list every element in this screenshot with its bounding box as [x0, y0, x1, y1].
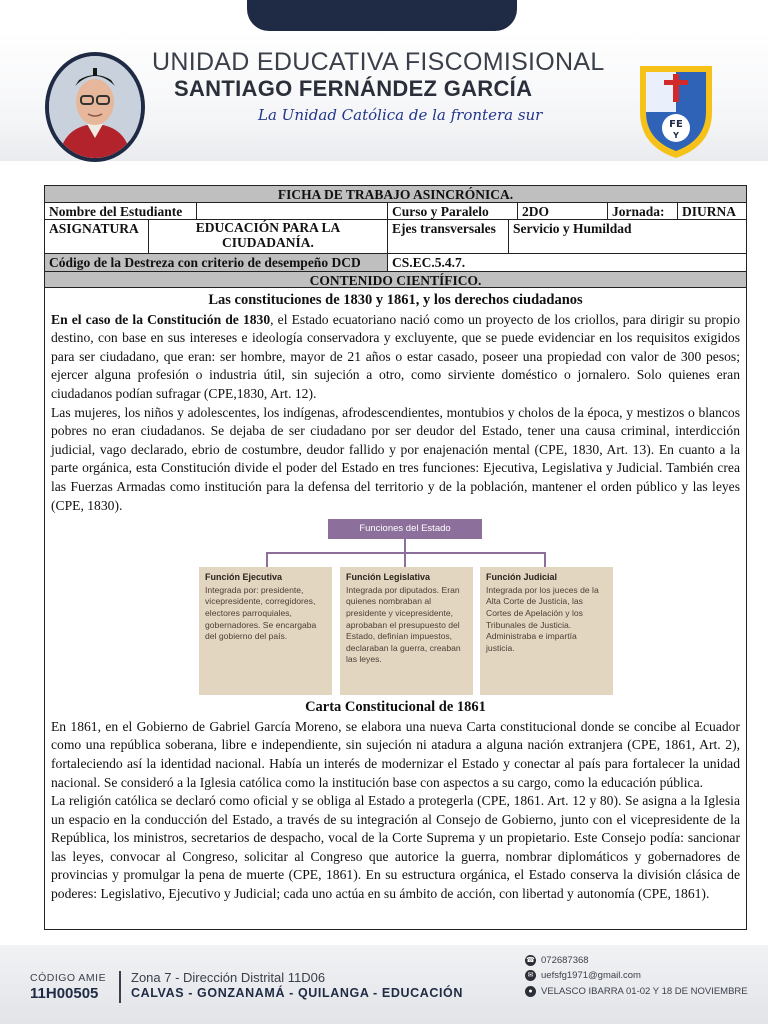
paragraph-citizenship: Las mujeres, los niños y adolescentes, los indígenas, afrodescendientes, montubios y cholos de la época, y mestizos o blancos pobres no eran ciudadanos. Se dejaba de ser ciudadano por ser deudor del Estado, tener una causa criminal, interdicción judicial, vago declarado, ebrio de costumbre, deudor fallido y por enajenación mental (CPE, 1830, Art. 13). En cuanto a la parte orgánica, esta Constitución divide el poder del Estado en tres funciones: Ejecutiva, Legislativa y Judicial. También crea las Fuerzas Armadas como institución para la defensa del territorio y de la población, mantener el orden público y las leyes (CPE, 1830). [51, 404, 740, 513]
course-value: 2DO [518, 203, 608, 219]
box-judicial [480, 567, 613, 695]
contact-email-text[interactable]: uefsfg1971@gmail.com [541, 970, 641, 982]
diagram-title: Funciones del Estado [328, 519, 482, 539]
diagram-connector-mid [404, 552, 406, 567]
shift-value: DIURNA [682, 204, 736, 219]
district-zone: Zona 7 - Dirección Distrital 11D06 [131, 970, 326, 985]
content-header-row [45, 272, 746, 288]
school-shield-logo [636, 60, 716, 160]
worksheet [44, 185, 747, 930]
paragraph-1830-text: , el Estado ecuatoriano nació como un proyecto de los criollos, para dirigir su propio destino, con base en sus intereses e ideología conservadora y excluyente, que se puede evidenciar en los requisitos exigidos para ser ciudadano, que eran: ser hombre, mayor de 21 años o estar casado, poseer una propiedad con valor de 300 pesos; ejercer alguna profesión o industria útil, sin sujeción a otro, como sirviente doméstico o jornalero. Solo quienes eran ciudadanos podían sufragar (CPE,1830, Art. 12). [51, 311, 740, 401]
worksheet-title: FICHA DE TRABAJO ASINCRÓNICA. [277, 187, 514, 202]
section-title-1861: Carta Constitucional de 1861 [305, 699, 486, 716]
paragraph-1830 [51, 311, 740, 404]
student-name-field[interactable] [197, 203, 388, 219]
diagram-connector-right [544, 552, 546, 567]
amie-code-label: CÓDIGO AMIE [30, 972, 107, 984]
content-header: CONTENIDO CIENTÍFICO. [309, 273, 482, 287]
box-executive-text: Integrada por: presidente, vicepresidente, corregidores, electores parroquiales, gobernadores. Se encargaba del gobierno del país. [205, 584, 317, 642]
scientific-content [45, 288, 746, 928]
paragraph-religion: La religión católica se declaró como oficial y se obliga al Estado a protegerla (CPE, 1861. Art. 12 y 80). Se asigna a la Iglesia un espacio en la conducción del Estado, a través de su integración al Consejo de Gobierno, junto con el vicepresidente de la República, los ministros, secretarios de despacho, vocal de la Corte Suprema y un propietario. Este Consejo podía: sancionar las leyes, convocar al Congreso, solicitar al Congreso que autorice la guerra, nombrar diplomáticos y gobernadores de provincias y promulgar la pena de muerte (CPE, 1861). En su estructura orgánica, el Estado conserva la división clásica de poderes: Legislativo, Ejecutivo y Judicial; cada uno actúa en su ámbito de acción, con libertad y autonomía (CPE, 1861). [51, 793, 740, 902]
shield-fe-text: FE [669, 119, 683, 130]
footer-band [0, 945, 768, 1024]
shift-label: Jornada: [608, 203, 678, 219]
state-functions-diagram [51, 515, 740, 695]
paragraph-1861: En 1861, en el Gobierno de Gabriel García Moreno, se elabora una nueva Carta constitucional donde se concibe al Ecuador como una república soberana, libre e independiente, sin sujeción ni atadura a alguna nación extranjera (CPE, 1861, Art. 2), fortaleciendo así la identidad nacional. Había un interés de modernizar el Estado y conectar al país para fortalecer la unidad nacional. Se consideró a la Iglesia católica como la institución base con aspectos a su cargo, como la educación pública. [51, 718, 740, 790]
subject-value: EDUCACIÓN PARA LA CIUDADANÍA. [149, 220, 388, 253]
skill-label: Código de la Destreza con criterio de desempeño DCD [45, 254, 388, 271]
box-judicial-text: Integrada por los jueces de la Alta Corte de Justicia, las Cortes de Apelación y los Tribunales de Justicia. Administraba e impartía justicia. [486, 584, 599, 653]
box-executive [199, 567, 332, 695]
contact-address [525, 986, 748, 997]
diagram-connector-stem [404, 539, 406, 553]
skill-value: CS.EC.5.4.7. [392, 255, 466, 270]
school-name-line2: SANTIAGO FERNÁNDEZ GARCÍA [174, 76, 533, 101]
amie-code: 11H00505 [30, 985, 99, 1002]
skill-row [45, 254, 746, 272]
shield-y-text: Y [673, 131, 679, 140]
location-icon: ● [525, 986, 536, 997]
district-cities: CALVAS - GONZANAMÁ - QUILANGA - EDUCACIÓN [131, 986, 463, 1000]
box-judicial-title: Función Judicial [486, 572, 558, 583]
contact-phone [525, 955, 589, 966]
axes-label: Ejes transversales [388, 220, 509, 253]
email-icon: ✉ [525, 970, 536, 981]
contact-phone-text: 072687368 [541, 955, 589, 967]
worksheet-title-row [45, 186, 746, 203]
phone-icon: ☎ [526, 957, 535, 964]
section-title-1830-1861: Las constituciones de 1830 y 1861, y los derechos ciudadanos [208, 292, 583, 308]
subject-label: ASIGNATURA [45, 220, 149, 253]
box-legislative-text: Integrada por diputados. Eran quienes nombraban al presidente y vicepresidente, aprobaban el presupuesto del Estado, definían impuestos, declaraban la guerra, creaban las leyes. [346, 584, 461, 665]
paragraph-1830-lead: En el caso de la Constitución de 1830 [51, 311, 271, 327]
student-row [45, 203, 746, 220]
box-executive-title: Función Ejecutiva [205, 572, 283, 583]
diagram-connector-bar [266, 552, 546, 554]
founder-portrait [45, 52, 145, 162]
header-top-tab [247, 0, 517, 31]
diagram-connector-left [266, 552, 268, 567]
axes-value: Servicio y Humildad [513, 221, 632, 236]
box-legislative-title: Función Legislativa [346, 572, 431, 583]
school-motto: La Unidad Católica de la frontera sur [258, 106, 543, 124]
course-label: Curso y Paralelo [388, 203, 518, 219]
contact-address-text: VELASCO IBARRA 01-02 Y 18 DE NOVIEMBRE [541, 986, 748, 998]
footer-divider [119, 971, 121, 1003]
contact-email [525, 970, 641, 981]
student-label: Nombre del Estudiante [45, 203, 197, 219]
school-name-line1: UNIDAD EDUCATIVA FISCOMISIONAL [152, 48, 605, 76]
subject-row [45, 220, 746, 254]
box-legislative [340, 567, 473, 695]
